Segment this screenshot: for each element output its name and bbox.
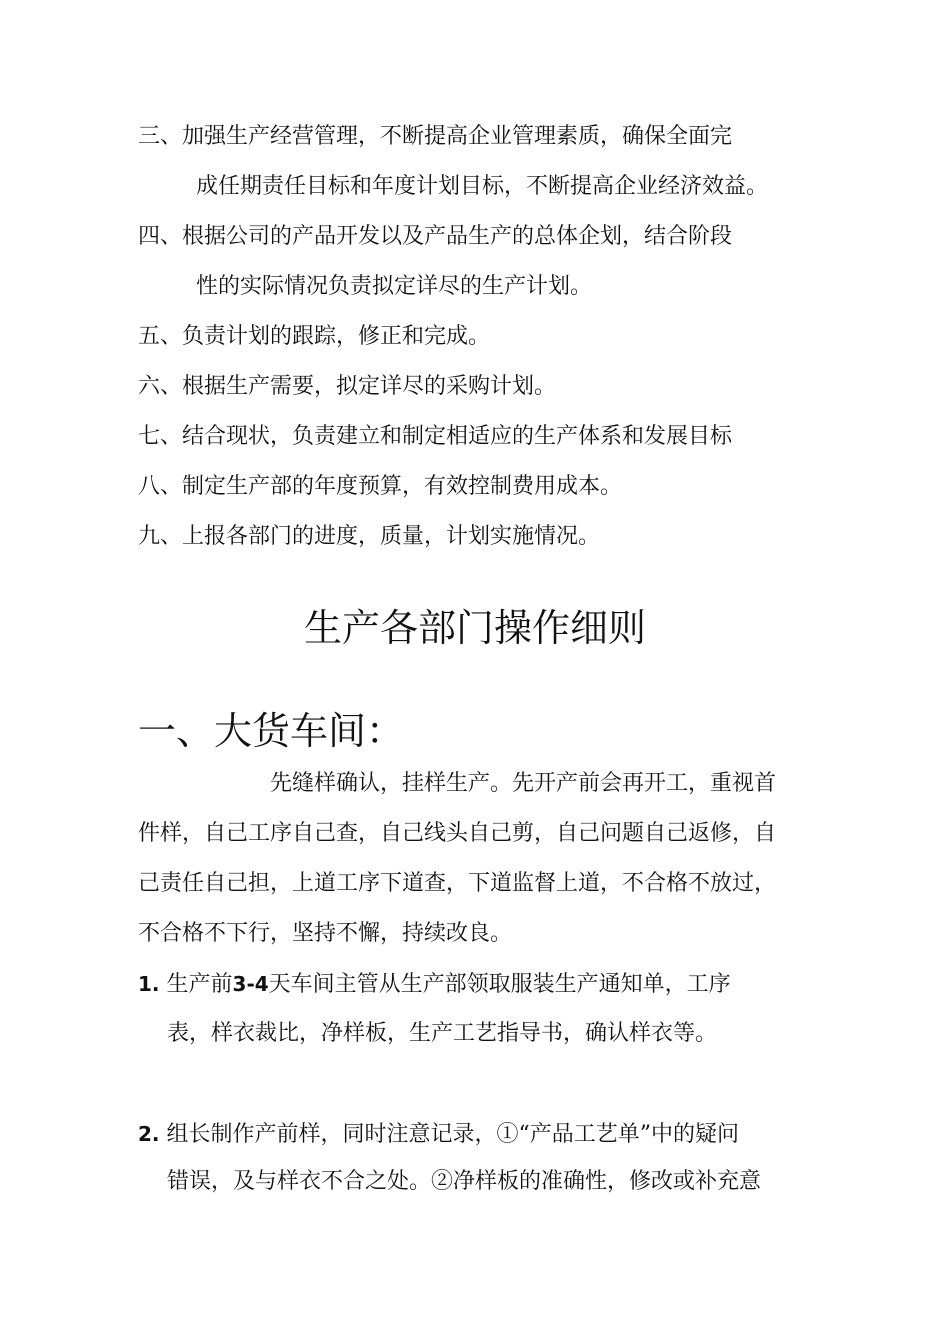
duty-item-4-line-1: 四、根据公司的产品开发以及产品生产的总体企划，结合阶段 — [138, 224, 733, 249]
item-text: 生产前 — [166, 972, 233, 997]
item-days: 3-4 — [232, 972, 269, 996]
item-text: 组长制作产前样，同时注意记录，①“产品工艺单”中的疑问 — [166, 1122, 740, 1147]
numbered-item-1-line-1 — [138, 969, 731, 1000]
document-title: 生产各部门操作细则 — [303, 606, 646, 650]
duty-item-4-line-2: 性的实际情况负责拟定详尽的生产计划。 — [196, 274, 593, 299]
intro-line-3: 己责任自己担，上道工序下道查，下道监督上道，不合格不放过， — [138, 871, 777, 896]
numbered-item-2-line-2: 错误，及与样衣不合之处。②净样板的准确性，修改或补充意 — [167, 1169, 762, 1194]
duty-item-9: 九、上报各部门的进度，质量，计划实施情况。 — [138, 524, 601, 549]
intro-line-1: 先缝样确认，挂样生产。先开产前会再开工，重视首 — [270, 771, 777, 796]
duty-item-8: 八、制定生产部的年度预算，有效控制费用成本。 — [138, 474, 623, 499]
duty-item-3-line-2: 成任期责任目标和年度计划目标，不断提高企业经济效益。 — [196, 174, 769, 199]
item-number: 1. — [138, 972, 160, 996]
duty-item-6: 六、根据生产需要，拟定详尽的采购计划。 — [138, 374, 557, 399]
numbered-item-1-line-2: 表，样衣裁比，净样板，生产工艺指导书，确认样衣等。 — [167, 1021, 718, 1046]
duty-item-5: 五、负责计划的跟踪，修正和完成。 — [138, 324, 491, 349]
intro-line-2: 件样，自己工序自己查，自己线头自己剪，自己问题自己返修，自 — [138, 821, 777, 846]
item-number: 2. — [138, 1122, 160, 1146]
section-heading: 一、大货车间： — [138, 709, 405, 753]
duty-item-3-line-1: 三、加强生产经营管理，不断提高企业管理素质，确保全面完 — [138, 124, 733, 149]
intro-line-4: 不合格不下行，坚持不懈，持续改良。 — [138, 921, 513, 946]
item-text: 天车间主管从生产部领取服装生产通知单，工序 — [268, 972, 731, 997]
numbered-item-2-line-1 — [138, 1119, 739, 1150]
duty-item-7: 七、结合现状，负责建立和制定相适应的生产体系和发展目标 — [138, 424, 733, 449]
